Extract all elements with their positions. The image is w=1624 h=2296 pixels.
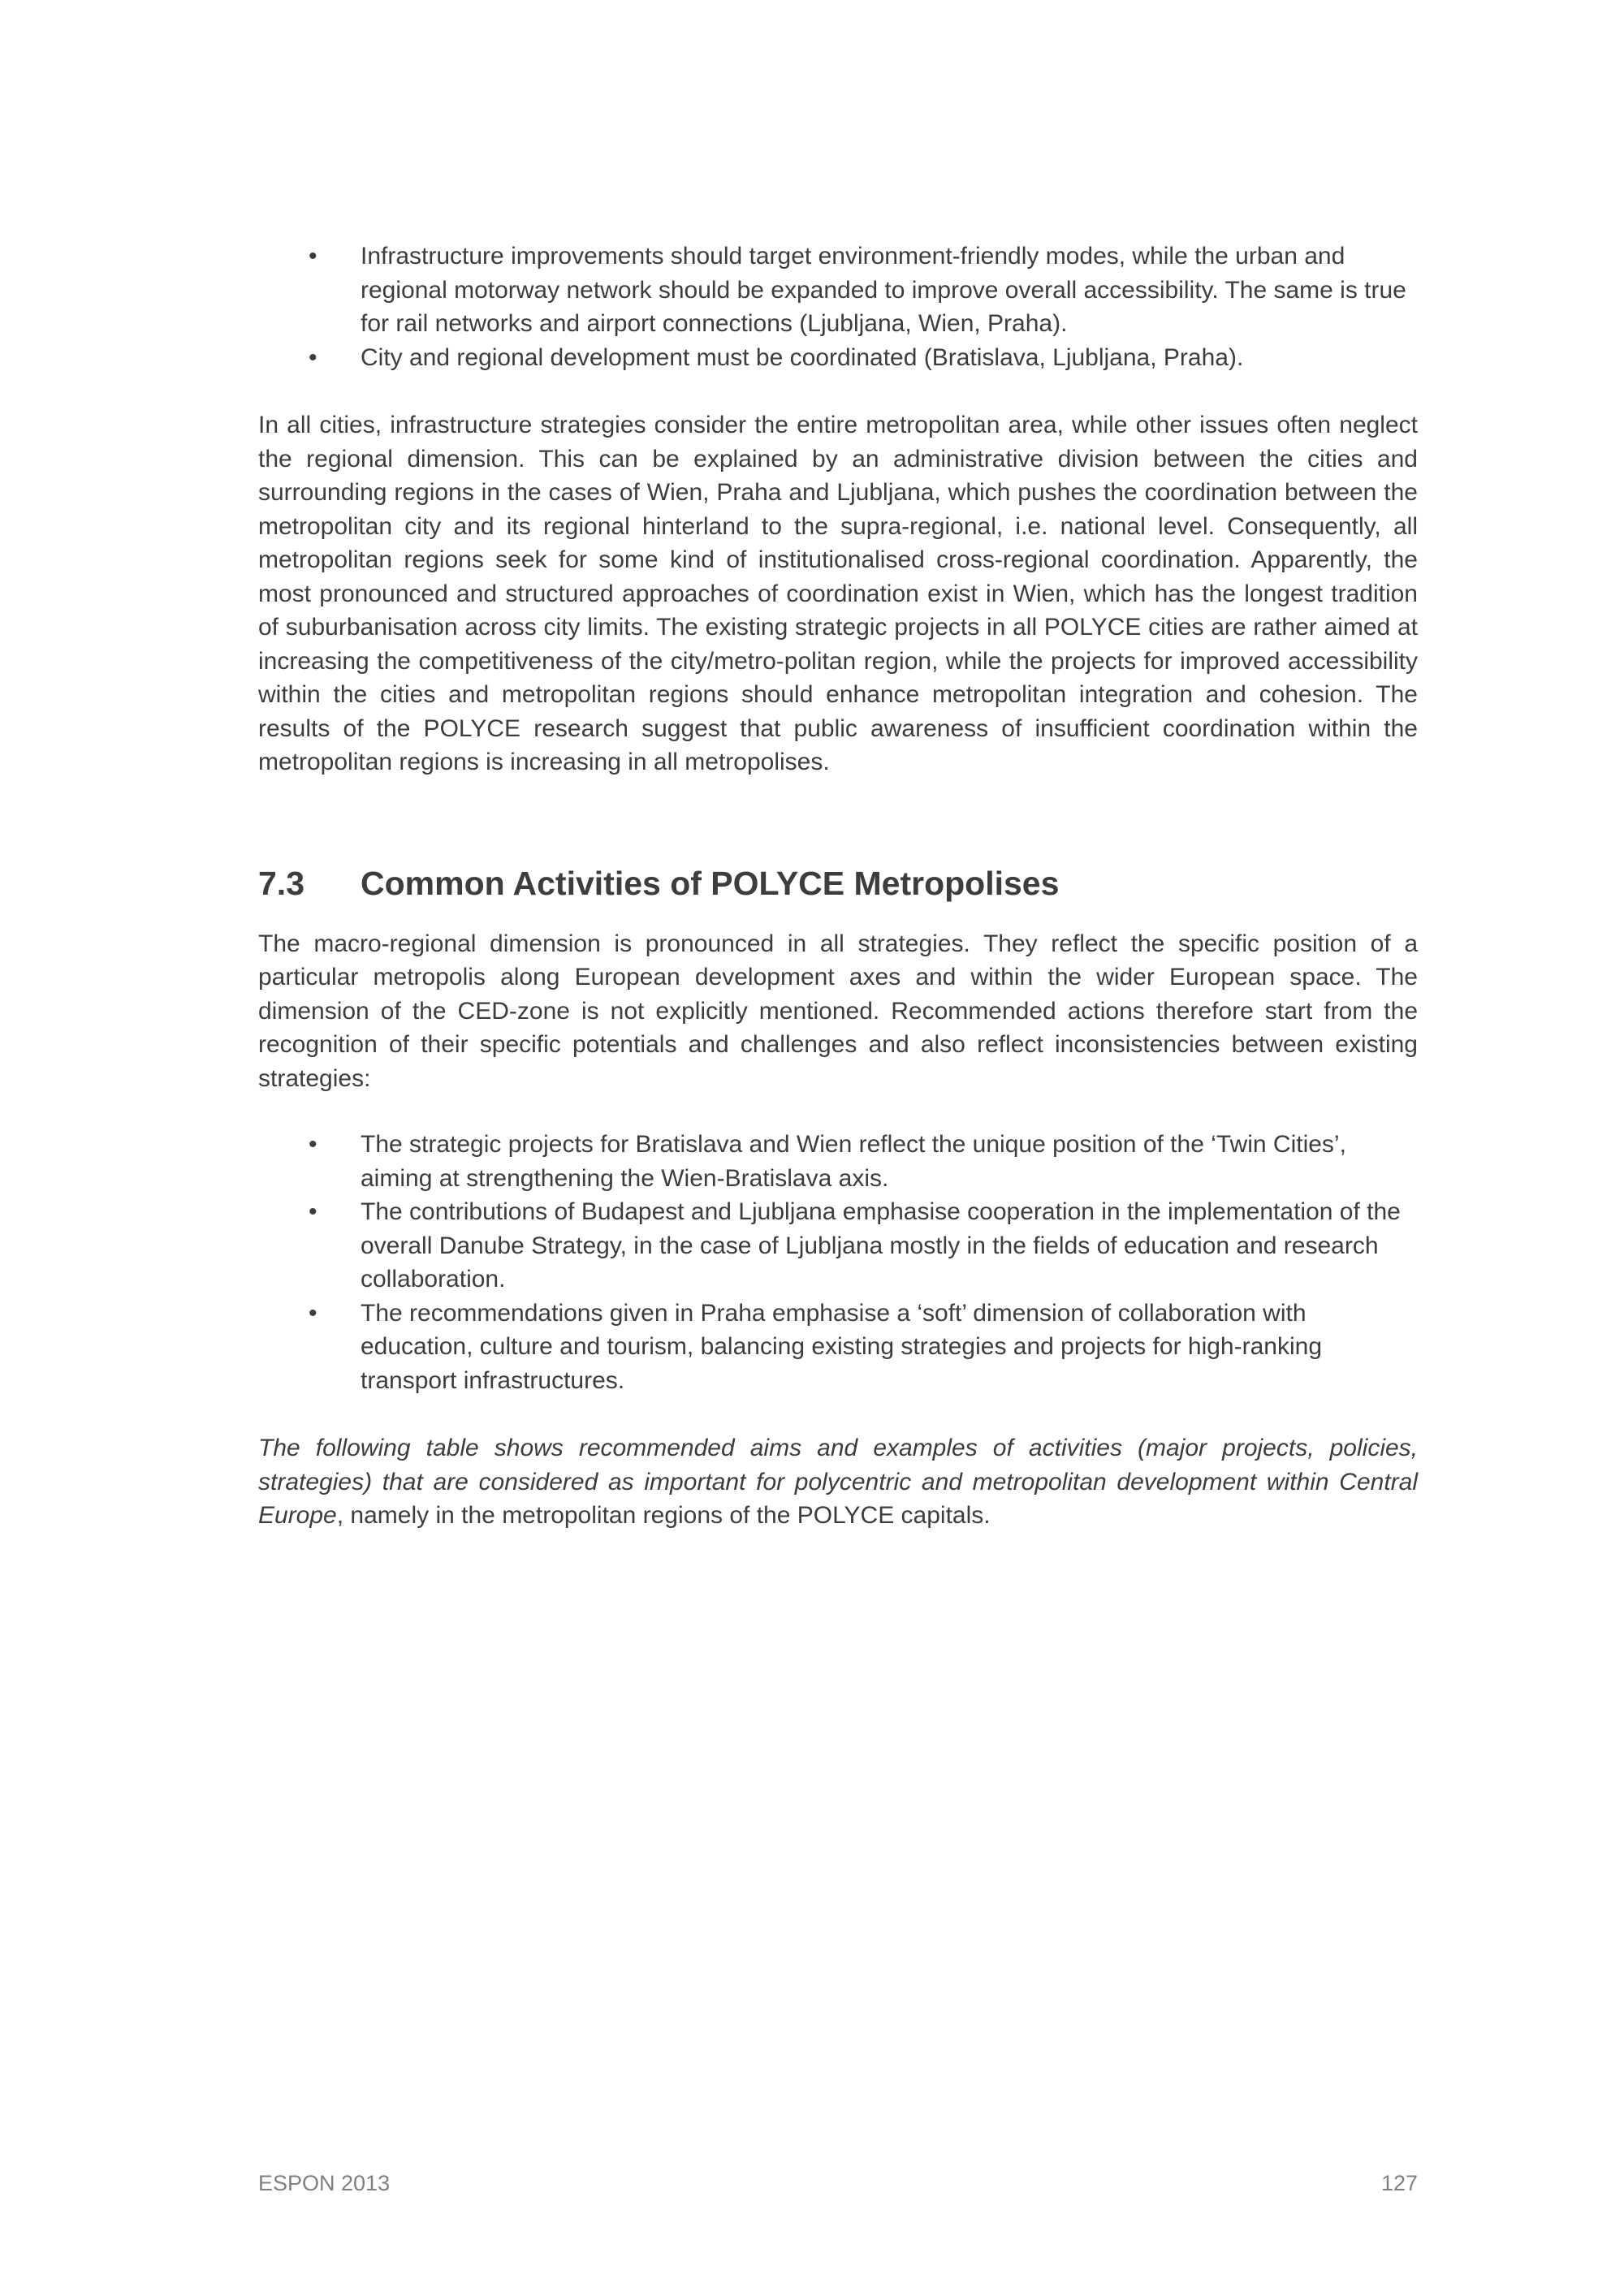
list-item (258, 1195, 1408, 1297)
bullet-icon: • (309, 343, 317, 371)
bullet-list-infrastructure (258, 240, 1418, 374)
list-item-text: The recommendations given in Praha emphasise a ‘soft’ dimension of collaboration with education, culture and tourism, balancing existing strategies and projects for high-ranking transport infrastructures. (361, 1299, 1323, 1394)
bullet-icon: • (309, 1198, 317, 1225)
bullet-icon: • (309, 1131, 317, 1158)
bullet-icon: • (309, 243, 317, 270)
paragraph-table-intro (258, 1431, 1418, 1533)
list-item (258, 240, 1408, 341)
list-item-text: Infrastructure improvements should target environment-friendly modes, while the urban and regional motorway network should be expanded to improve overall accessibility. The same is true for rail networks and airport connections (Ljubljana, Wien, Praha). (361, 243, 1406, 337)
list-item (258, 1128, 1408, 1195)
list-item (258, 341, 1408, 375)
list-item (258, 1297, 1408, 1398)
paragraph-table-intro-italic: The following table shows recommended aims and examples of activities (major projects, policies, strategies) that are considered as important for polycentric and metropolitan development within Central Europe (258, 1435, 1418, 1529)
list-item-text: The strategic projects for Bratislava and Wien reflect the unique position of the ‘Twin Cities’, aiming at strengthening the Wien-Bratislava axis. (361, 1131, 1346, 1192)
footer-publication: ESPON 2013 (258, 2171, 391, 2195)
section-number: 7.3 (258, 864, 304, 902)
bullet-list-activities (258, 1128, 1418, 1397)
paragraph-table-intro-rest: , namely in the metropolitan regions of the POLYCE capitals. (336, 1502, 991, 1529)
bullet-icon: • (309, 1299, 317, 1327)
list-item-text: City and regional development must be coordinated (Bratislava, Ljubljana, Praha). (361, 343, 1244, 371)
list-item-text: The contributions of Budapest and Ljubljana emphasise cooperation in the implementation of the overall Danube Strategy, in the case of Ljubljana mostly in the fields of education and research collaboration. (361, 1198, 1401, 1293)
page-content (258, 240, 1418, 1533)
section-heading (258, 861, 1418, 906)
paragraph-macro-regional: The macro-regional dimension is pronounced in all strategies. They reflect the specific position of a particular metropolis along European development axes and within the wider European space. The dimension of the CED-zone is not explicitly mentioned. Recommended actions therefore start from the recognition of their specific potentials and challenges and also reflect inconsistencies between existing strategies: (258, 930, 1418, 1092)
page-number: 127 (1380, 2171, 1418, 2195)
section-title: Common Activities of POLYCE Metropolises (361, 864, 1060, 902)
paragraph-coordination: In all cities, infrastructure strategies consider the entire metropolitan area, while other issues often neglect the regional dimension. This can be explained by an administrative division between the cities and surrounding regions in the cases of Wien, Praha and Ljubljana, which pushes the coordination between the metropolitan city and its regional hinterland to the supra-regional, i.e. national level. Consequently, all metropolitan regions seek for some kind of institutionalised cross-regional coordination. Apparently, the most pronounced and structured approaches of coordination exist in Wien, which has the longest tradition of suburbanisation across city limits. The existing strategic projects in all POLYCE cities are rather aimed at increasing the competitiveness of the city/metro-politan region, while the projects for improved accessibility within the cities and metropolitan regions should enhance metropolitan integration and cohesion. The results of the POLYCE research suggest that public awareness of insufficient coordination within the metropolitan regions is increasing in all metropolises. (258, 412, 1418, 775)
page-footer (258, 2171, 1418, 2196)
